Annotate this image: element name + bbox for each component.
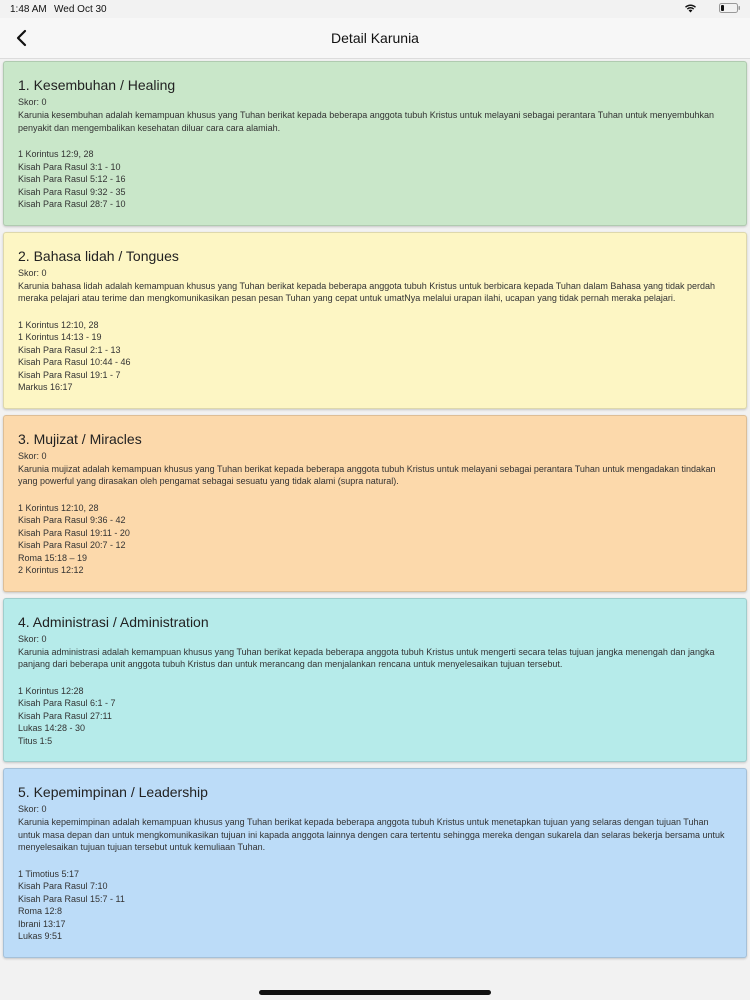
card-score: Skor: 0 <box>18 804 47 814</box>
reference-item: Kisah Para Rasul 9:32 - 35 <box>18 186 126 197</box>
reference-item: 2 Korintus 12:12 <box>18 565 84 575</box>
page-title: Detail Karunia <box>331 30 419 46</box>
reference-item: Kisah Para Rasul 6:1 - 7 <box>18 698 116 708</box>
reference-item: Kisah Para Rasul 2:1 - 13 <box>18 344 121 355</box>
wifi-icon <box>684 3 697 13</box>
reference-item: Kisah Para Rasul 5:12 - 16 <box>18 174 126 184</box>
card-title: 4. Administrasi / Administration <box>18 613 209 630</box>
reference-item: 1 Timotius 5:17 <box>18 868 80 879</box>
card-references <box>18 319 732 394</box>
reference-item: 1 Korintus 12:10, 28 <box>18 319 99 330</box>
card-title: 2. Bahasa lidah / Tongues <box>18 247 179 264</box>
reference-item: 1 Korintus 12:10, 28 <box>18 502 99 513</box>
reference-item: Kisah Para Rasul 15:7 - 11 <box>18 893 125 904</box>
card-description: Karunia bahasa lidah adalah kemampuan khusus yang Tuhan berikat kepada beberapa anggota tubuh Kristus untuk berbicara kepada Tuhan dalam Bahasa yang tidak perdah meraka pelajari atau terime dan mengkomunikasikan pesan pesan Tuhan yang cepat untuk umatNya melalui urapan ilahi, ucapan yang tidak pernah meraka pelajari. <box>18 280 715 303</box>
reference-item: Lukas 9:51 <box>18 931 63 941</box>
card-description: Karunia kesembuhan adalah kemampuan khusus yang Tuhan berikat kepada beberapa anggota tubuh Kristus untuk melayani sebagai perantara Tuhan untuk menyembuhkan penyakit dan mengembalikan kesehatan diluar cara cara alamiah. <box>18 110 714 133</box>
card-references <box>18 502 732 577</box>
card-score: Skor: 0 <box>18 450 47 461</box>
home-indicator[interactable] <box>259 990 491 995</box>
reference-item: 1 Korintus 12:28 <box>18 685 84 696</box>
battery-icon <box>719 3 741 13</box>
reference-item: Kisah Para Rasul 7:10 <box>18 881 108 891</box>
card-references <box>18 148 732 211</box>
reference-item: 1 Korintus 12:9, 28 <box>18 149 94 159</box>
gift-card-healing[interactable] <box>3 61 747 226</box>
reference-item: Roma 15:18 – 19 <box>18 552 88 563</box>
card-score: Skor: 0 <box>18 97 47 107</box>
reference-item: Lukas 14:28 - 30 <box>18 723 86 733</box>
reference-item: Kisah Para Rasul 19:1 - 7 <box>18 369 121 380</box>
navigation-bar <box>0 18 750 59</box>
reference-item: Kisah Para Rasul 19:11 - 20 <box>18 527 130 538</box>
gift-card-tongues[interactable] <box>3 232 747 409</box>
card-references <box>18 868 732 943</box>
reference-item: Kisah Para Rasul 20:7 - 12 <box>18 540 126 550</box>
gift-list <box>3 61 747 964</box>
reference-item: Kisah Para Rasul 9:36 - 42 <box>18 515 126 525</box>
card-description: Karunia administrasi adalah kemampuan khusus yang Tuhan berikat kepada beberapa anggota tubuh Kristus untuk mengerti secara telas tujuan jangka menengah dan jangka panjang dari beberapa unit anggota tubuh Kristus dan untuk merancang dan menjalankan rencana untuk menyelesaikan tujuan tersebut. <box>18 646 715 669</box>
reference-item: Kisah Para Rasul 10:44 - 46 <box>18 357 131 367</box>
card-title: 5. Kepemimpinan / Leadership <box>18 784 208 800</box>
card-description: Karunia mujizat adalah kemampuan khusus yang Tuhan berikat kepada beberapa anggota tubuh Kristus untuk melayani sebagai perantara Tuhan untuk mengadakan tindakan yang powerful yang dirasakan oleh pengamat sebagai sesuatu yang tidak alami (supra natural). <box>18 463 716 486</box>
status-bar <box>0 0 750 18</box>
reference-item: Kisah Para Rasul 28:7 - 10 <box>18 199 126 209</box>
card-title: 1. Kesembuhan / Healing <box>18 77 176 93</box>
status-date: Wed Oct 30 <box>54 4 107 15</box>
gift-card-administration[interactable] <box>3 598 747 763</box>
reference-item: 1 Korintus 14:13 - 19 <box>18 332 102 342</box>
reference-item: Markus 16:17 <box>18 382 73 392</box>
reference-item: Titus 1:5 <box>18 735 53 746</box>
card-score: Skor: 0 <box>18 267 47 278</box>
card-title: 3. Mujizat / Miracles <box>18 430 142 447</box>
reference-item: Roma 12:8 <box>18 906 63 916</box>
card-score: Skor: 0 <box>18 633 47 644</box>
gift-card-leadership[interactable] <box>3 768 747 958</box>
reference-item: Kisah Para Rasul 3:1 - 10 <box>18 161 121 172</box>
card-description: Karunia kepemimpinan adalah kemampuan khusus yang Tuhan berikat kepada beberapa anggota tubuh Kristus untuk menetapkan tujuan yang selaras dengan tujuan Tuhan untuk masa depan dan untuk mengkomunikasikan tujuan ini kapada anggota lainnya dengen cara tertentu sehingga mereka dengan sukarela dan selaras bekerja bersama untuk menyelesaikan tujuan tujuan tersebut untuk kemuliaan Tuhan. <box>18 817 725 852</box>
status-time: 1:48 AM <box>10 4 47 15</box>
reference-item: Ibrani 13:17 <box>18 918 66 929</box>
card-references <box>18 685 732 748</box>
reference-item: Kisah Para Rasul 27:11 <box>18 710 112 721</box>
gift-card-miracles[interactable] <box>3 415 747 592</box>
